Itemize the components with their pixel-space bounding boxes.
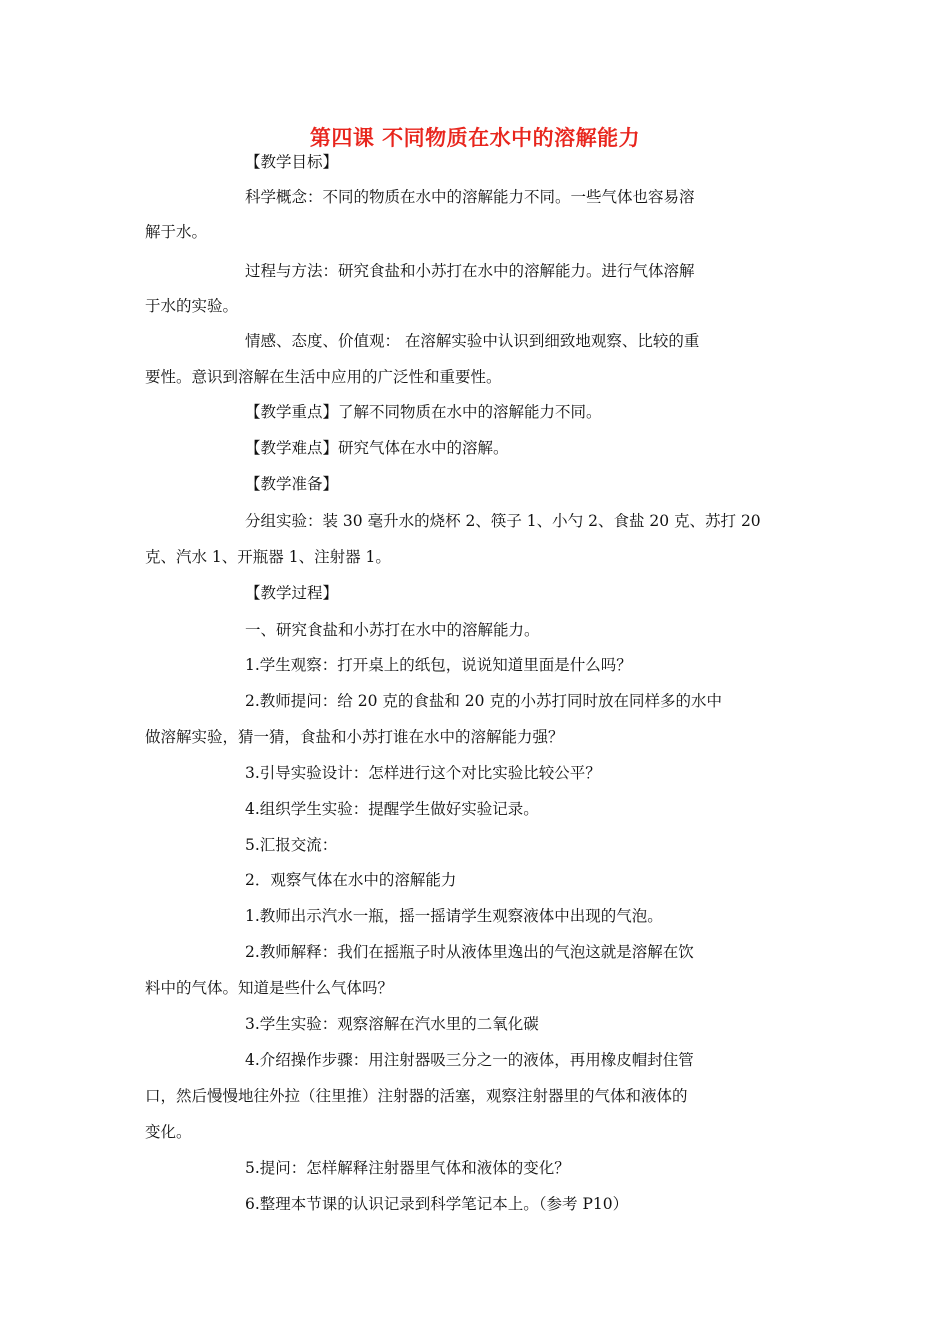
text-line: 2.教师解释：我们在摇瓶子时从液体里逸出的气泡这就是溶解在饮 bbox=[245, 943, 694, 961]
text-line: 5.汇报交流： bbox=[245, 836, 338, 854]
text-line: 3.学生实验：观察溶解在汽水里的二氧化碳 bbox=[245, 1015, 539, 1033]
text-line: 2．观察气体在水中的溶解能力 bbox=[245, 871, 457, 889]
text-line: 情感、态度、价值观： 在溶解实验中认识到细致地观察、比较的重 bbox=[245, 332, 700, 350]
text-line: 克、汽水 1、开瓶器 1、注射器 1。 bbox=[145, 548, 391, 566]
text-line: 【教学准备】 bbox=[245, 475, 339, 493]
text-line: 做溶解实验，猜一猜，食盐和小苏打谁在水中的溶解能力强？ bbox=[145, 728, 564, 746]
text-line: 5.提问：怎样解释注射器里气体和液体的变化？ bbox=[245, 1159, 570, 1177]
text-line: 2.教师提问：给 20 克的食盐和 20 克的小苏打同时放在同样多的水中 bbox=[245, 692, 722, 710]
text-line: 6.整理本节课的认识记录到科学笔记本上。（参考 P10） bbox=[245, 1195, 629, 1213]
text-line: 料中的气体。知道是些什么气体吗？ bbox=[145, 979, 394, 997]
text-line: 【教学难点】研究气体在水中的溶解。 bbox=[245, 439, 509, 457]
text-line: 科学概念：不同的物质在水中的溶解能力不同。一些气体也容易溶 bbox=[245, 188, 695, 206]
text-line: 【教学目标】 bbox=[245, 153, 339, 171]
text-line: 1.学生观察：打开桌上的纸包，说说知道里面是什么吗？ bbox=[245, 656, 632, 674]
text-line: 3.引导实验设计：怎样进行这个对比实验比较公平？ bbox=[245, 764, 601, 782]
text-line: 1.教师出示汽水一瓶，摇一摇请学生观察液体中出现的气泡。 bbox=[245, 907, 663, 925]
text-line: 口，然后慢慢地往外拉（往里推）注射器的活塞，观察注射器里的气体和液体的 bbox=[145, 1087, 688, 1105]
lesson-title: 第四课 不同物质在水中的溶解能力 bbox=[309, 126, 641, 150]
text-line: 过程与方法：研究食盐和小苏打在水中的溶解能力。进行气体溶解 bbox=[245, 262, 695, 280]
text-line: 解于水。 bbox=[145, 223, 208, 241]
text-line: 变化。 bbox=[145, 1123, 192, 1141]
text-line: 4.组织学生实验：提醒学生做好实验记录。 bbox=[245, 800, 539, 818]
text-line: 于水的实验。 bbox=[145, 297, 239, 315]
text-line: 【教学过程】 bbox=[245, 584, 339, 602]
text-line: 要性。意识到溶解在生活中应用的广泛性和重要性。 bbox=[145, 368, 502, 386]
text-line: 一、研究食盐和小苏打在水中的溶解能力。 bbox=[245, 621, 540, 639]
text-line: 4.介绍操作步骤：用注射器吸三分之一的液体，再用橡皮帽封住管 bbox=[245, 1051, 694, 1069]
text-line: 【教学重点】了解不同物质在水中的溶解能力不同。 bbox=[245, 403, 602, 421]
text-line: 分组实验：装 30 毫升水的烧杯 2、筷子 1、小勺 2、食盐 20 克、苏打 20 bbox=[245, 512, 761, 530]
